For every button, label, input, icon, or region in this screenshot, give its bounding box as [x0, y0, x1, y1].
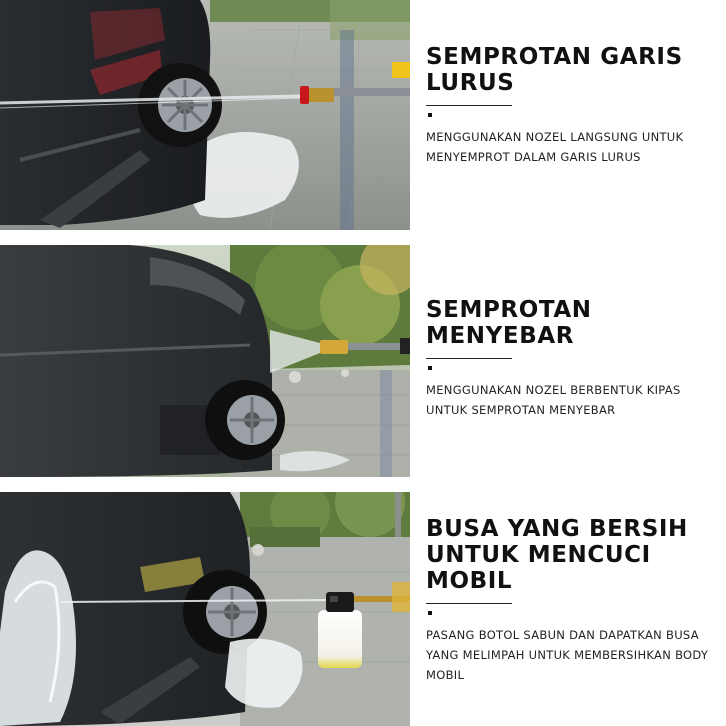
wheel [205, 380, 285, 460]
wheel [138, 63, 222, 147]
fan-spray-text [426, 297, 716, 420]
straight-spray-text [426, 44, 716, 167]
feature-title: SEMPROTAN GARIS LURUS [426, 44, 683, 96]
title-divider [426, 603, 512, 605]
foam-wash-photo [0, 492, 410, 726]
straight-spray-photo [0, 0, 410, 230]
feature-description: MENGGUNAKAN NOZEL BERBENTUK KIPAS UNTUK SEMPROTAN MENYEBAR [426, 383, 681, 417]
feature-description: PASANG BOTOL SABUN DAN DAPATKAN BUSA YANG MELIMPAH UNTUK MEMBERSIHKAN BODY MOBIL [426, 628, 709, 682]
feature-panel-foam-wash [0, 492, 726, 726]
feature-panel-straight-spray [0, 0, 726, 230]
feature-title: BUSA YANG BERSIH UNTUK MENCUCI MOBIL [426, 516, 688, 594]
title-divider [426, 358, 512, 360]
foam-splash [0, 550, 76, 726]
foam-wash-text [426, 516, 716, 685]
feature-title: SEMPROTAN MENYEBAR [426, 297, 592, 349]
fan-spray-photo [0, 245, 410, 477]
title-divider [426, 105, 512, 107]
feature-panel-fan-spray [0, 245, 726, 477]
feature-description: MENGGUNAKAN NOZEL LANGSUNG UNTUK MENYEMPROT DALAM GARIS LURUS [426, 130, 684, 164]
